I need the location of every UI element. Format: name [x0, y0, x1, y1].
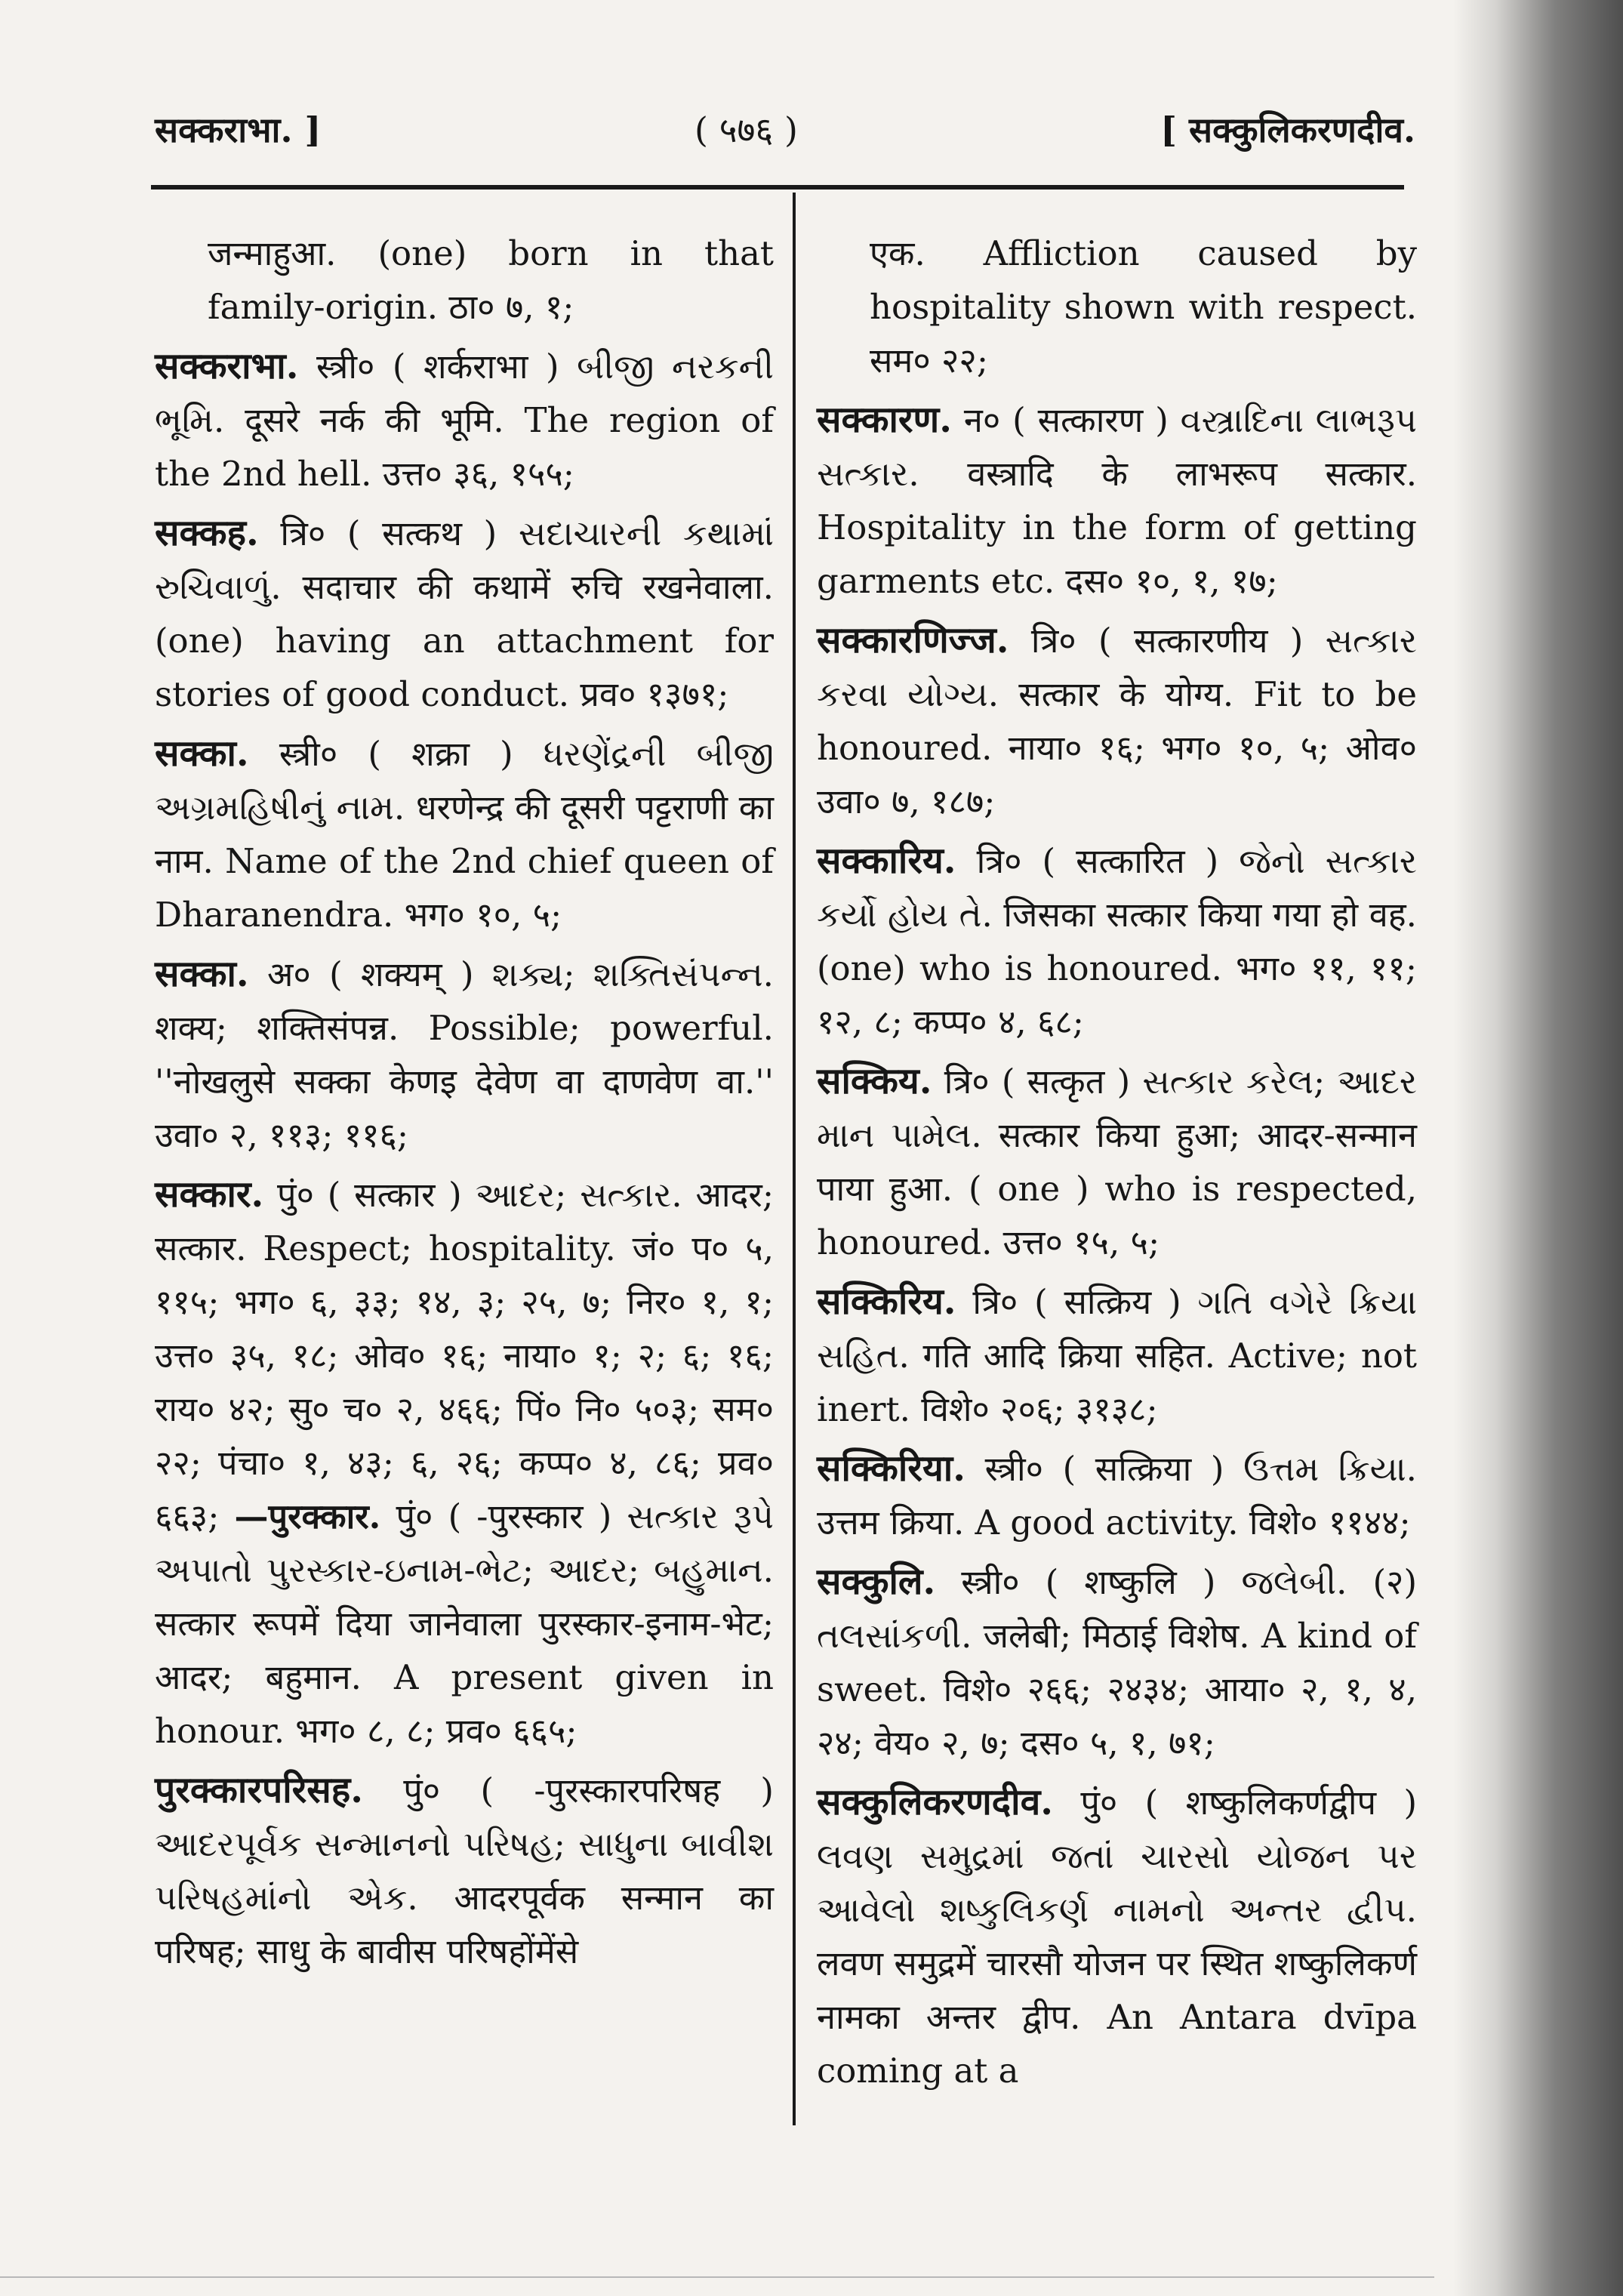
entry-headword: सक्कुलिकरणदीव.	[817, 1781, 1053, 1823]
entry-sakkiya	[817, 1055, 1417, 1269]
right-column	[817, 227, 1417, 2103]
entry-sakkariya	[817, 834, 1417, 1049]
page-edge-shadow	[1453, 0, 1623, 2296]
entry-text: त्रि० ( सत्कारित ) જેનો સત્કાર કર્યો હોય તે. जिसका सत्कार किया गया हो वह. (one) who is honoured. भग० ११, ११; १२, ८; कप्प० ४, ६८;	[817, 841, 1417, 1042]
entry-sakkarabha	[155, 340, 774, 501]
entry-sakka-2	[155, 948, 774, 1162]
entry-sakkiriya-feminine	[817, 1442, 1417, 1549]
entry-text: त्रि० ( सत्कृत ) સત્કાર કરેલ; આદર માન પામેલ. सत्कार किया हुआ; आदर-सन्मान पाया हुआ. ( one ) who is respected, honoured. उत्त० १५, ५;	[817, 1062, 1418, 1262]
page-header	[155, 106, 1415, 166]
entry-sakkara	[155, 1168, 774, 1758]
entry-sakkaranijja	[817, 614, 1417, 828]
entry-continuation	[817, 227, 1417, 387]
entry-text: पुं० ( -पुरस्कारपरिषह ) આદરપૂર્વક સન્માનનો પરિષહ; સાધુના બાવીશ પરિષહમાંનો એક. आदरपूर्वक सन्मान का परिषह; साधु के बावीस परिषहोंमेंसे	[155, 1771, 774, 1971]
entry-text: स्त्री० ( शर्कराभा ) બીજી નરકની ભૂમિ. दूसरे नर्क की भूमि. The region of the 2nd hell. उत्त० ३६, १५५;	[155, 347, 775, 494]
page-number: ( ५७६ )	[694, 109, 798, 150]
entry-headword: सक्कार.	[155, 1173, 264, 1216]
header-rule	[151, 185, 1404, 190]
entry-text: त्रि० ( सत्क्रिय ) ગતિ વગેરે ક્રિયા સહિત. गति आदि क्रिया सहित. Active; not inert. विशे० २०६; ३१३८;	[817, 1282, 1417, 1429]
entry-headword: सक्का.	[155, 953, 249, 995]
entry-sakkarana	[817, 393, 1417, 608]
entry-text: स्त्री० ( सत्क्रिया ) ઉત્તમ ક્રિયા. उत्तम क्रिया. A good activity. विशे० ११४४;	[817, 1449, 1417, 1542]
entry-text: पुं० ( सत्कार ) આદર; સત્કાર. आदर; सत्कार. Respect; hospitality. जं० प० ५, ११५; भग० ६, ३३; १४, ३; २५, ७; निर० १, १; उत्त० ३५, १८; ओव० १६; नाया० १; २; ६; १६; राय० ४२; सु० च० २, ४६६; पिं० नि० ५०३; सम० २२; पंचा० १, ४३; ६, २६; कप्प० ४, ८६; प्रव० ६६३;	[155, 1175, 774, 1536]
entry-text: न० ( सत्कारण ) વસ્ત્રાદિના લાભરૂપ સત્કાર. वस्त्रादि के लाभरूप सत्कार. Hospitality in the form of getting garments etc. दस० १०, १, १७;	[817, 400, 1417, 601]
entry-headword: सक्का.	[155, 732, 249, 775]
entry-sakka-1	[155, 727, 774, 942]
entry-text: अ० ( शक्यम् ) શક્ય; શક્તિસંપન્ન. शक्य; शक्तिसंपन्न. Possible; powerful. ''नोखलुसे सक्का केणइ देवेण वा दाणवेण वा.'' उवा० २, ११३; ११६;	[155, 954, 774, 1155]
entry-headword: पुरक्कारपरिसह.	[155, 1769, 363, 1811]
entry-headword: सक्किरिया.	[817, 1447, 965, 1490]
entry-headword: सक्कारणिज्ज.	[817, 619, 1009, 661]
entry-text: जन्माहुआ. (one) born in that family-origin. ठा० ७, १;	[208, 233, 774, 327]
left-column	[155, 227, 774, 1984]
entry-text: त्रि० ( सत्कारणीय ) સત્કાર કરવા યોગ્ય. सत्कार के योग्य. Fit to be honoured. नाया० १६; भग० १०, ५; ओव० उवा० ७, १८७;	[817, 621, 1417, 821]
entry-headword: सक्कह.	[155, 512, 259, 554]
entry-headword: सक्कराभा.	[155, 345, 299, 387]
entry-headword: सक्कारिय.	[817, 840, 956, 882]
column-divider	[793, 193, 796, 2125]
entry-continuation	[155, 227, 774, 334]
entry-text: स्त्री० ( शक्रा ) ધરણેંદ્રની બીજી અગ્રમહિષીનું નામ. धरणेन्द्र की दूसरी पट्टराणी का नाम. Name of the 2nd chief queen of Dharanendra. भग० १०, ५;	[155, 734, 774, 935]
entry-text: त्रि० ( सत्कथ ) સદાચારની કથામાં રુચિવાળું. सदाचार की कथामें रुचि रखनेवाला. (one) having an attachment for stories of good conduct. प्रव० १३७१;	[155, 513, 774, 714]
entry-text: स्त्री० ( शष्कुलि ) જલેબી. (२) તલસાંકળી. जलेबी; मिठाई विशेष. A kind of sweet. विशे० २६६; २४३४; आया० २, १, ४, २४; वेय० २, ७; दस० ५, १, ७१;	[817, 1562, 1417, 1763]
entry-sakkuli	[817, 1555, 1417, 1770]
entry-sakkulikaranadiva	[817, 1776, 1417, 2097]
entry-headword: सक्किय.	[817, 1060, 932, 1102]
header-left-guide-word: सक्कराभा. ]	[155, 109, 322, 150]
entry-sakkiriya	[817, 1275, 1417, 1436]
entry-sakkaha	[155, 507, 774, 721]
entry-sub-text: पुं० ( -पुरस्कार ) સત્કાર રૂપે અપાતો પુરસ્કાર-ઇનામ-ભેટ; આદર; બહુમાન. सत्कार रूपमें दिया जानेवाला पुरस्कार-इनाम-भेट; आदर; बहुमान. A present given in honour. भग० ८, ८; प्रव० ६६५;	[155, 1496, 775, 1751]
entry-sub-headword: —पुरक्कार.	[234, 1496, 381, 1536]
entry-text: एक. Affliction caused by hospitality shown with respect. सम० २२;	[870, 233, 1417, 381]
entry-headword: सक्कारण.	[817, 399, 952, 441]
bottom-scan-line	[0, 2276, 1434, 2278]
entry-purakkaraparisaha	[155, 1764, 774, 1978]
entry-text: पुं० ( शष्कुलिकर्णद्वीप ) લવણ સમુદ્રમાં જતાં ચારસો યોજન પર આવેલો શષ્કુલિકર્ણ નામનો અન્તર દ્વીપ. लवण समुद्रमें चारसौ योजन पर स्थित शष्कुलिकर्ण नामका अन्तर द्वीप. An Antara dvīpa coming at a	[817, 1783, 1417, 2091]
entry-headword: सक्किरिय.	[817, 1281, 956, 1323]
header-right-guide-word: [ सक्कुलिकरणदीव.	[1160, 109, 1415, 150]
entry-headword: सक्कुलि.	[817, 1561, 936, 1603]
